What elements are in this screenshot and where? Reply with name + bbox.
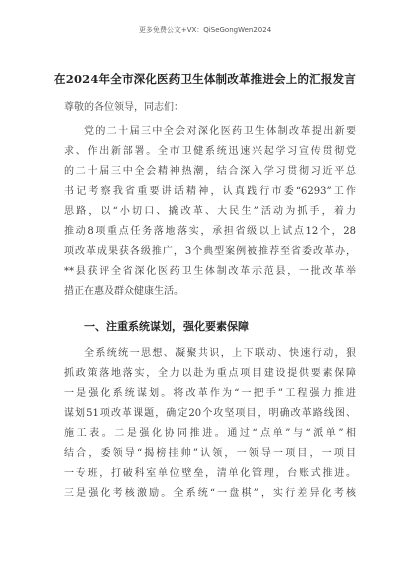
intro-line: 求、作出新部署。全市卫健系统迅速兴起学习宣传贯彻党 xyxy=(64,146,356,157)
intro-line: 思路，以“小切口、撬改革、大民生”活动为抓手，着力 xyxy=(64,206,356,217)
intro-line: 推动8项重点任务落地落实，承担省级以上试点12个，28 xyxy=(64,226,356,237)
intro-line: 项改革成果获各级推广，3个典型案例被推荐至省委改革办， xyxy=(64,246,356,257)
intro-line: 的二十届三中全会精神热潮，结合深入学习贯彻习近平总 xyxy=(64,166,356,177)
intro-line: 措正在惠及群众健康生活。 xyxy=(64,286,184,297)
intro-line: 党的二十届三中全会对深化医药卫生体制改革提出新要 xyxy=(84,126,356,137)
section1-line: 结合，委领导“揭榜挂帅”认领，一领导一项目，一项目 xyxy=(64,448,356,459)
section1-line: 谋划51项改革课题，确定20个攻坚项目，明确改革路线图、 xyxy=(64,408,356,419)
salutation: 尊敬的各位领导，同志们： xyxy=(64,102,184,113)
document-title: 在2024年全市深化医药卫生体制改革推进会上的汇报发言 xyxy=(54,72,356,86)
section1-line: 施工表。二是强化协同推进。通过“点单”与“派单”相 xyxy=(64,428,356,439)
section-heading: 一、注重系统谋划，强化要素保障 xyxy=(84,320,249,333)
intro-line: 书记考察我省重要讲话精神，认真践行市委“6293”工作 xyxy=(64,186,356,197)
intro-line: **县获评全省深化医药卫生体制改革示范县，一批改革举 xyxy=(64,266,356,277)
section1-paragraph xyxy=(64,344,356,504)
section1-line: 抓政策落地落实，全力以赴为重点项目建设提供要素保障 xyxy=(64,368,356,379)
section1-line: 一专班，打破科室单位壁垒，清单化管理，台账式推进。 xyxy=(64,468,356,479)
header-note: 更多免费公文+VX：QiSeGongWen2024 xyxy=(138,26,272,34)
section1-line: 一是强化系统谋划。将改革作为“一把手”工程强力推进 xyxy=(64,388,356,399)
intro-paragraph xyxy=(64,122,356,302)
section1-line: 全系统统一思想、凝聚共识，上下联动、快速行动，狠 xyxy=(84,348,356,359)
section1-line: 三是强化考核激励。全系统“一盘棋”，实行差异化考核 xyxy=(64,488,356,499)
